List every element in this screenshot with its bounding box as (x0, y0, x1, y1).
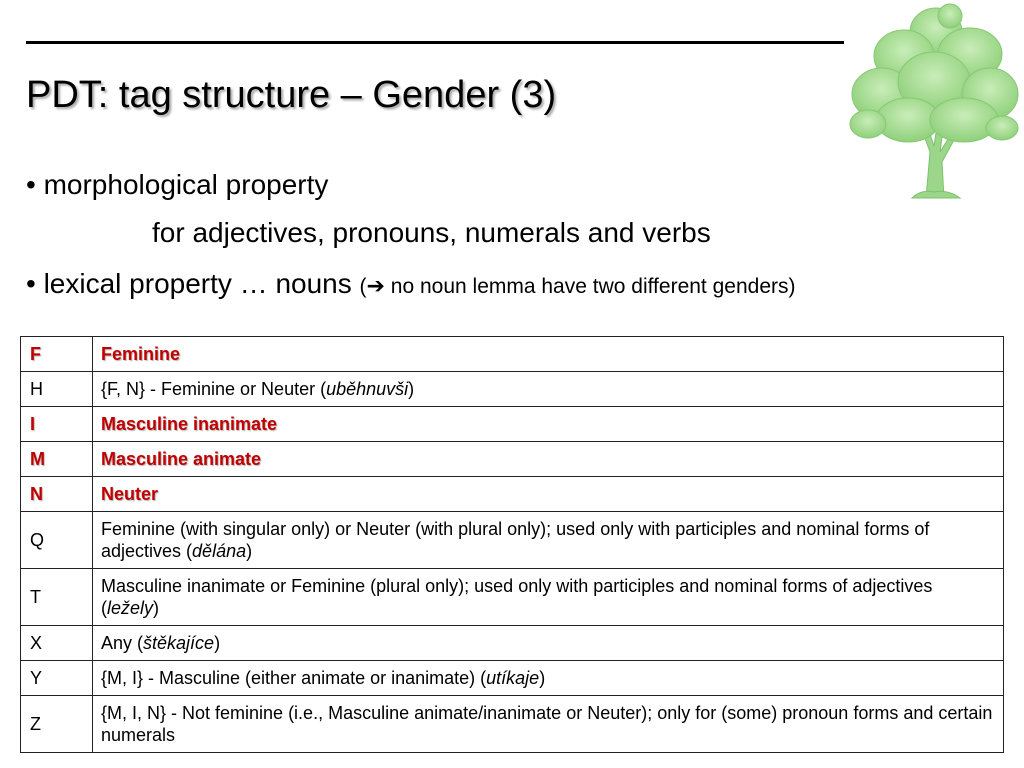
table-row (21, 512, 1004, 569)
gender-description-tail: ) (246, 541, 253, 561)
gender-table-body (21, 337, 1004, 753)
gender-description: Feminine (101, 344, 181, 364)
gender-code-cell: F (21, 337, 93, 372)
bullet-lexical-paren: ( (359, 275, 367, 298)
top-rule (26, 41, 844, 44)
gender-description-cell (93, 569, 1004, 626)
gender-description: Feminine (with singular only) or Neuter (with plural only); used only with participles and nominal forms of adjectives ( (101, 519, 930, 561)
tree-canopy (850, 4, 1018, 142)
gender-description-tail: ) (153, 598, 160, 618)
table-row (21, 661, 1004, 696)
gender-code-cell: Q (21, 512, 93, 569)
gender-code-cell: T (21, 569, 93, 626)
table-row (21, 442, 1004, 477)
gender-code-cell: Y (21, 661, 93, 696)
table-row (21, 696, 1004, 753)
gender-description: {M, I, N} - Not feminine (i.e., Masculine animate/inanimate or Neuter); only for (some) pronoun forms and certain numerals (101, 703, 993, 745)
gender-description-cell (93, 661, 1004, 696)
right-arrow-icon: ➔ (366, 273, 385, 298)
gender-code-cell: M (21, 442, 93, 477)
gender-example: dělána (192, 541, 247, 561)
bullet-lexical-main: • lexical property … nouns (26, 268, 360, 299)
table-row (21, 626, 1004, 661)
table-row (21, 477, 1004, 512)
gender-description-tail: ) (214, 633, 221, 653)
gender-description-cell (93, 372, 1004, 407)
gender-description-cell (93, 407, 1004, 442)
gender-description-cell (93, 442, 1004, 477)
table-row (21, 337, 1004, 372)
bullet-morphological-detail: for adjectives, pronouns, numerals and verbs (152, 217, 711, 248)
bullet-lexical (26, 267, 795, 304)
gender-table (20, 336, 1004, 753)
gender-description-tail: ) (539, 668, 546, 688)
table-row (21, 569, 1004, 626)
gender-code-cell: X (21, 626, 93, 661)
tree-icon (846, 2, 1022, 200)
gender-example: štěkajíce (143, 633, 215, 653)
gender-code-cell: H (21, 372, 93, 407)
gender-description: Any ( (101, 633, 144, 653)
gender-code-cell: N (21, 477, 93, 512)
gender-description-tail: ) (408, 379, 415, 399)
table-row (21, 407, 1004, 442)
gender-example: utíkaje (486, 668, 540, 688)
table-row (21, 372, 1004, 407)
slide-title: PDT: tag structure – Gender (3) (26, 74, 557, 116)
gender-description-cell (93, 696, 1004, 753)
gender-example: ležely (107, 598, 154, 618)
gender-description-cell (93, 477, 1004, 512)
gender-description: Masculine inanimate or Feminine (plural only); used only with participles and nominal forms of adjectives ( (101, 576, 933, 618)
gender-description: Masculine animate (101, 449, 262, 469)
gender-description-cell (93, 626, 1004, 661)
gender-description: {M, I} - Masculine (either animate or inanimate) ( (101, 668, 487, 688)
bullet-morphological: • morphological property (26, 169, 329, 200)
gender-example: uběhnuvši (326, 379, 409, 399)
gender-code-cell: I (21, 407, 93, 442)
gender-description-cell (93, 337, 1004, 372)
bullet-lexical-note-text: no noun lemma have two different genders) (384, 275, 796, 298)
gender-description-cell (93, 512, 1004, 569)
gender-description: Masculine inanimate (101, 414, 278, 434)
gender-code-cell: Z (21, 696, 93, 753)
gender-description: {F, N} - Feminine or Neuter ( (101, 379, 327, 399)
bullet-lexical-note (360, 275, 796, 298)
gender-description: Neuter (101, 484, 159, 504)
